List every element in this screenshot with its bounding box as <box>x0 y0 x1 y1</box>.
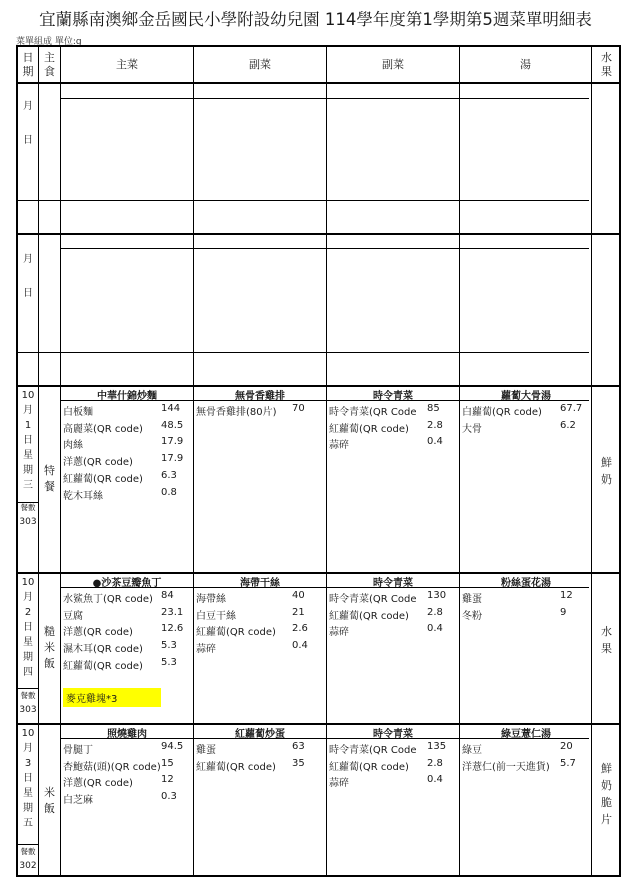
date-char: 星 <box>23 788 33 799</box>
ingredient-name: 白芝麻 <box>63 795 93 807</box>
ingredient-name: 蒜碎 <box>329 440 349 452</box>
ingredient-amount: 0.4 <box>427 623 443 635</box>
date-char: 2 <box>24 607 32 618</box>
ingredient-name: 時令青菜(QR Code <box>329 745 417 756</box>
ingredient-amount: 6.3 <box>161 469 177 481</box>
header-soup: 湯 <box>520 58 531 71</box>
ingredient-amount: 2.8 <box>427 757 443 769</box>
ingredient-amount: 2.8 <box>427 606 443 618</box>
ingredient-amount: 0.4 <box>427 774 443 786</box>
ingredient-amount: 35 <box>292 757 305 769</box>
ingredient-name: 杏鮑菇(頭)(QR code) <box>63 761 161 773</box>
ingredient-name: 紅蘿蔔(QR code) <box>196 761 276 773</box>
date-char: 日 <box>23 435 33 446</box>
ingredient-name: 雞蛋 <box>196 745 216 756</box>
ingredient-name: 紅蘿蔔(QR code) <box>329 610 409 622</box>
ingredient-amount: 21 <box>292 606 305 618</box>
header-main: 主菜 <box>116 58 138 71</box>
fruit-char: 奶 <box>601 778 612 792</box>
header-side1: 副菜 <box>249 58 271 71</box>
date-char: 五 <box>23 818 33 829</box>
fruit-char: 鮮 <box>601 456 612 469</box>
date-char: 期 <box>23 465 33 476</box>
ingredient-name: 洋蔥(QR code) <box>63 627 133 639</box>
date-char: 月 <box>23 743 33 754</box>
ingredient-name: 紅蘿蔔(QR code) <box>196 627 276 639</box>
ingredient-amount: 2.8 <box>427 419 443 431</box>
row-divider <box>18 233 619 235</box>
date-char: 期 <box>23 652 33 663</box>
dish-name: 紅蘿蔔炒蛋 <box>235 729 285 740</box>
ingredient-name: 骨腿丁 <box>63 745 93 756</box>
ingredient-name: 時令青菜(QR Code <box>329 407 417 418</box>
ingredient-amount: 84 <box>161 590 174 601</box>
dish-name: ●沙茶豆瓣魚丁 <box>92 578 162 589</box>
ingredient-amount: 144 <box>161 403 181 414</box>
header-staple: 主食 <box>44 51 55 78</box>
date-char: 日 <box>23 622 33 633</box>
header-date: 日期 <box>22 51 34 78</box>
header-fruit: 水果 <box>601 51 612 78</box>
ingredient-amount: 94.5 <box>161 741 184 752</box>
ingredient-amount: 12 <box>560 590 573 601</box>
ingredient-amount: 5.3 <box>161 640 177 652</box>
ingredient-name: 蒜碎 <box>329 627 349 639</box>
ingredient-name: 雞蛋 <box>462 594 482 605</box>
ingredient-amount: 0.3 <box>161 791 177 803</box>
date-char: 四 <box>23 667 33 678</box>
col-divider <box>459 47 460 875</box>
ingredient-amount: 12 <box>161 774 174 786</box>
staple-char: 米 <box>44 641 55 654</box>
fruit-char: 鮮 <box>601 761 612 775</box>
ingredient-amount: 48.5 <box>161 419 184 431</box>
date-char: 星 <box>23 450 33 461</box>
date-char: 3 <box>24 758 32 769</box>
fruit-char: 片 <box>601 812 612 826</box>
staple-char: 飯 <box>44 657 55 670</box>
date-char: 月 <box>23 592 33 603</box>
dish-name: 時令青菜 <box>373 729 413 740</box>
staple-char: 米 <box>44 785 55 799</box>
meal-count-label: 餐數 <box>20 503 36 512</box>
ingredient-name: 蒜碎 <box>329 778 349 790</box>
ingredient-amount: 85 <box>427 403 440 414</box>
ingredient-amount: 130 <box>427 590 447 601</box>
dish-name: 照燒雞肉 <box>107 729 147 740</box>
ingredient-name: 洋蔥(QR code) <box>63 457 133 469</box>
staple-char: 餐 <box>44 480 55 493</box>
fruit-char: 奶 <box>601 473 612 486</box>
col-divider <box>326 47 327 875</box>
ingredient-name: 紅蘿蔔(QR code) <box>329 761 409 773</box>
date-char: 期 <box>23 803 33 814</box>
ingredient-amount: 0.4 <box>292 640 308 652</box>
ingredient-amount: 17.9 <box>161 453 184 465</box>
meal-count-label: 餐數 <box>20 847 36 856</box>
ingredient-amount: 0.4 <box>427 436 443 448</box>
date-char: 星 <box>23 637 33 648</box>
ingredient-name: 白豆干絲 <box>196 610 236 622</box>
ingredient-name: 豆腐 <box>63 610 83 622</box>
ingredient-name: 濕木耳(QR code) <box>63 644 143 656</box>
ingredient-amount: 0.8 <box>161 486 177 498</box>
row-divider <box>18 82 619 84</box>
ingredient-amount: 5.7 <box>560 757 576 769</box>
cell-line <box>60 248 589 249</box>
dish-name: 中華什錦炒麵 <box>97 391 157 402</box>
meal-count: 302 <box>19 861 37 871</box>
ingredient-amount: 5.3 <box>161 656 177 668</box>
dish-name: 時令青菜 <box>373 578 413 589</box>
staple-char: 糙 <box>44 625 55 638</box>
meal-count: 303 <box>19 517 37 527</box>
empty-day: 日 <box>23 288 33 299</box>
ingredient-amount: 17.9 <box>161 436 184 448</box>
ingredient-name: 紅蘿蔔(QR code) <box>63 473 143 485</box>
date-char: 日 <box>23 773 33 784</box>
page-title: 宜蘭縣南澳鄉金岳國民小學附設幼兒園 114學年度第1學期第5週菜單明細表 <box>39 10 592 29</box>
dish-name: 無骨香雞排 <box>235 391 285 402</box>
ingredient-amount: 6.2 <box>560 419 576 431</box>
date-char: 10 <box>21 390 35 401</box>
ingredient-name: 洋蔥(QR code) <box>63 778 133 790</box>
ingredient-name: 綠豆 <box>462 745 482 756</box>
ingredient-name: 洋薏仁(前一天進貨) <box>462 761 550 773</box>
fruit-char: 脆 <box>601 795 612 809</box>
empty-month: 月 <box>23 254 33 265</box>
dish-name: 蘿蔔大骨湯 <box>501 391 551 402</box>
empty-day: 日 <box>23 135 33 146</box>
fruit-char: 果 <box>601 642 612 655</box>
date-char: 1 <box>24 420 32 431</box>
cell-line <box>18 688 38 689</box>
dish-name: 時令青菜 <box>373 391 413 402</box>
menu-table <box>16 45 621 877</box>
col-divider <box>193 47 194 875</box>
cell-line <box>18 844 38 845</box>
staple-char: 特 <box>44 464 55 477</box>
fruit-char: 水 <box>601 625 612 638</box>
highlight-note: 麥克雞塊*3 <box>63 688 161 707</box>
dish-name: 海帶干絲 <box>240 578 280 589</box>
cell-line <box>18 352 589 353</box>
staple-char: 飯 <box>44 801 55 815</box>
ingredient-amount: 20 <box>560 741 573 752</box>
unit-note: 菜單組成 單位:g <box>16 37 82 47</box>
ingredient-name: 白蘿蔔(QR code) <box>462 407 542 418</box>
date-char: 月 <box>23 405 33 416</box>
ingredient-amount: 15 <box>161 757 174 769</box>
cell-line <box>18 200 589 201</box>
ingredient-name: 乾木耳絲 <box>63 490 103 502</box>
cell-line <box>60 98 589 99</box>
ingredient-amount: 2.6 <box>292 623 308 635</box>
ingredient-name: 紅蘿蔔(QR code) <box>329 423 409 435</box>
header-side2: 副菜 <box>382 58 404 71</box>
ingredient-amount: 135 <box>427 741 447 752</box>
dish-name: 粉絲蛋花湯 <box>501 578 551 589</box>
ingredient-name: 紅蘿蔔(QR code) <box>63 660 143 672</box>
ingredient-name: 時令青菜(QR Code <box>329 594 417 605</box>
meal-count-label: 餐數 <box>20 691 36 700</box>
ingredient-name: 肉絲 <box>63 440 83 452</box>
ingredient-name: 高麗菜(QR code) <box>63 423 143 435</box>
col-divider <box>60 47 61 875</box>
ingredient-name: 冬粉 <box>462 610 482 622</box>
meal-count: 303 <box>19 705 37 715</box>
ingredient-name: 海帶絲 <box>196 594 226 605</box>
date-char: 10 <box>21 577 35 588</box>
ingredient-amount: 40 <box>292 590 305 601</box>
ingredient-name: 大骨 <box>462 423 482 435</box>
ingredient-amount: 67.7 <box>560 403 583 414</box>
empty-month: 月 <box>23 101 33 112</box>
date-char: 10 <box>21 728 35 739</box>
dish-name: 綠豆薏仁湯 <box>501 729 551 740</box>
ingredient-amount: 70 <box>292 403 305 414</box>
ingredient-amount: 63 <box>292 741 305 752</box>
ingredient-name: 無骨香雞排(80片) <box>196 407 277 418</box>
ingredient-amount: 23.1 <box>161 606 184 618</box>
ingredient-name: 水鯊魚丁(QR code) <box>63 594 153 605</box>
ingredient-amount: 12.6 <box>161 623 184 635</box>
ingredient-name: 蒜碎 <box>196 644 216 656</box>
date-char: 三 <box>23 480 33 491</box>
ingredient-name: 白板麵 <box>63 407 93 418</box>
col-divider <box>38 47 39 875</box>
ingredient-amount: 9 <box>560 606 567 618</box>
